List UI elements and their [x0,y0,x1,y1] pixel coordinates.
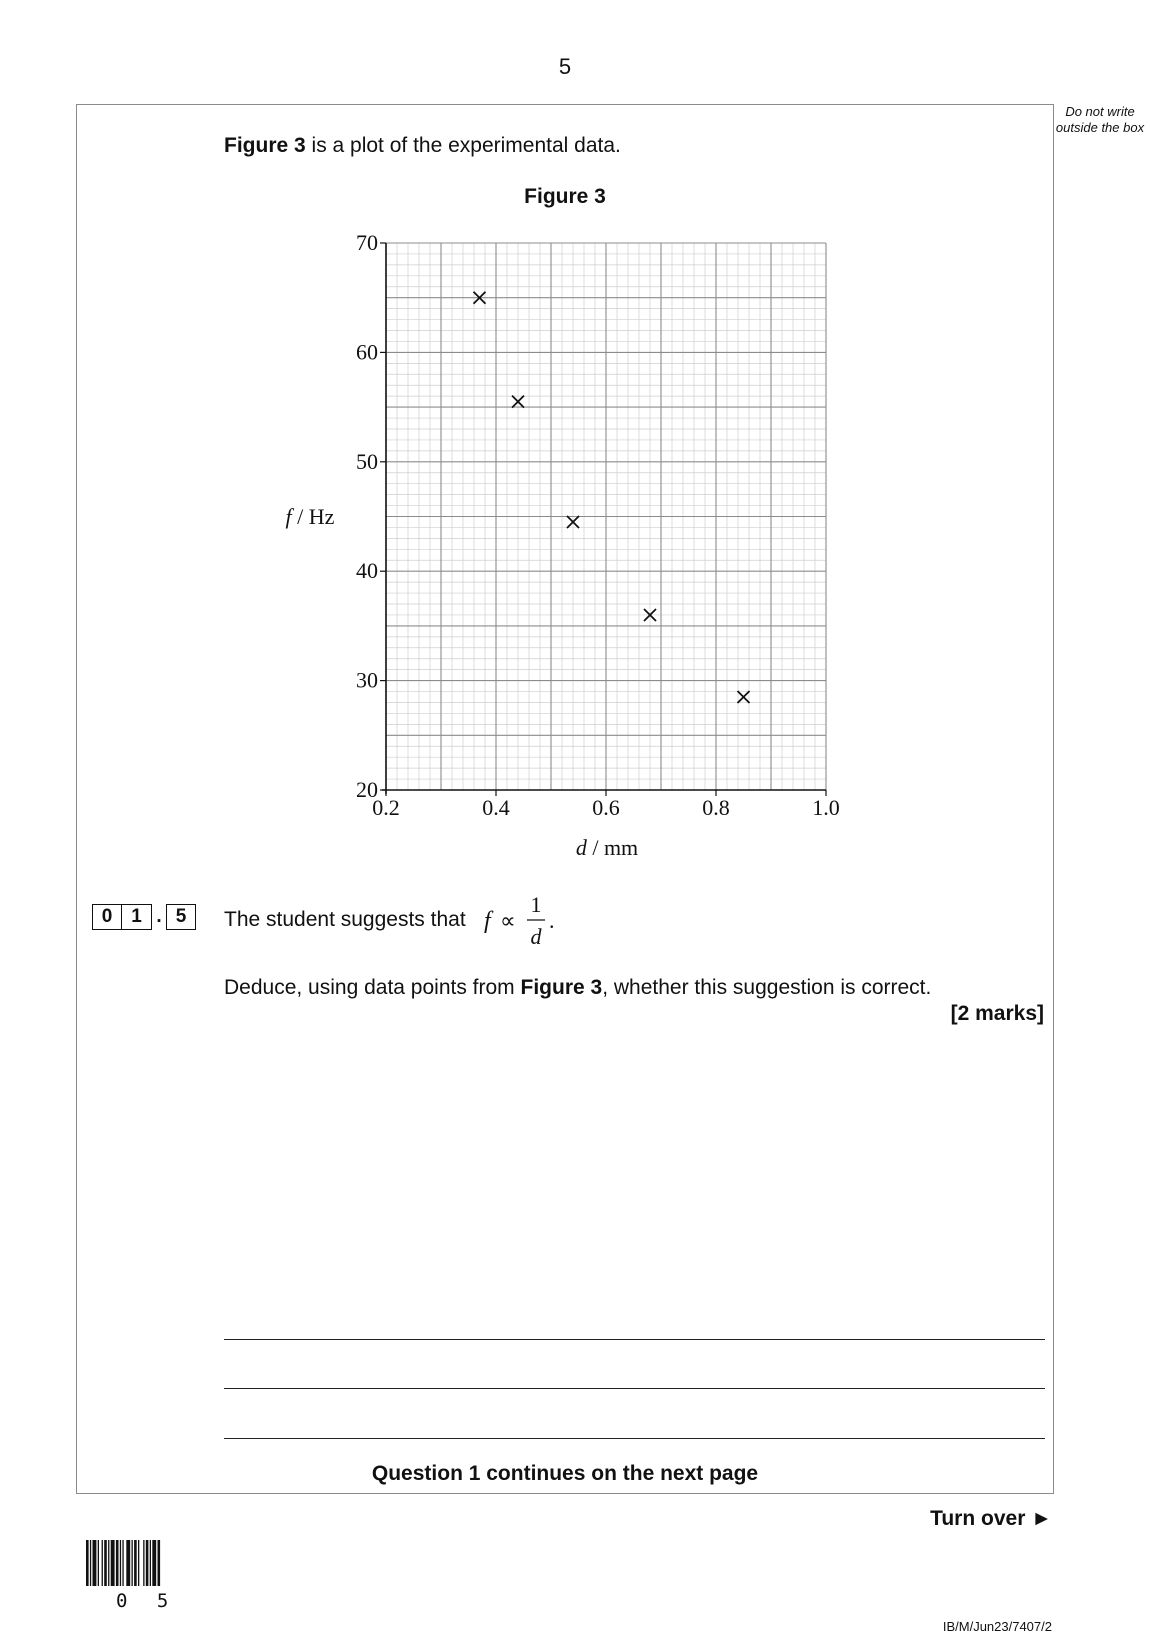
barcode-bar [132,1540,133,1586]
x-tick-label: 0.2 [372,795,400,820]
barcode-bar [122,1540,123,1586]
intro-figure-ref: Figure 3 [224,134,306,157]
deduce-before: Deduce, using data points from [224,976,521,999]
intro-rest: is a plot of the experimental data. [305,134,621,157]
x-tick-label: 0.4 [482,795,510,820]
deduce-after: , whether this suggestion is correct. [602,976,932,999]
y-axis-label [286,504,335,529]
axes [380,243,826,796]
question-statement: The student suggests that [224,908,466,931]
x-tick-label: 0.8 [702,795,730,820]
formula-denominator: d [530,924,542,949]
barcode-bar [126,1540,130,1586]
page-number: 5 [558,54,572,79]
x-tick-label: 1.0 [812,795,840,820]
formula-f: f [484,908,491,934]
y-tick-label: 60 [356,339,378,365]
barcode-bar [111,1540,115,1586]
question-separator: . [156,906,162,927]
question-part: 5 [166,904,196,930]
figure-title: Figure 3 [524,185,606,208]
proportionality-formula [480,890,560,950]
deduce-instruction [224,976,931,1000]
barcode-bar [102,1540,103,1586]
x-axis-label [576,835,638,860]
formula-proportional: ∝ [500,908,516,933]
barcode-digits: 0 5 [116,1590,178,1612]
y-tick-label: 40 [356,558,378,584]
y-axis-var: f [285,504,292,529]
deduce-figure-ref: Figure 3 [520,976,603,999]
y-tick-label: 50 [356,448,378,474]
question-digit: 0 [92,904,122,930]
barcode-bar [86,1540,89,1586]
answer-line[interactable] [224,1388,1045,1389]
barcode-bar [108,1540,109,1586]
barcode-bar [116,1540,119,1586]
barcode-bar [143,1540,144,1586]
barcode-bar [146,1540,149,1586]
barcode-bar [104,1540,107,1586]
barcode-bar [134,1540,137,1586]
marks-label: [2 marks] [950,1002,1044,1025]
y-tick-label: 70 [356,230,378,255]
margin-note: Do not write outside the box [1055,104,1145,135]
y-axis-unit: / Hz [291,504,335,529]
x-axis-unit: / mm [586,835,639,860]
tick-labels [356,230,840,820]
barcode-bar [138,1540,139,1586]
x-tick-label: 0.6 [592,795,620,820]
data-points [474,292,750,703]
barcode-bar [90,1540,91,1586]
data-point [738,691,750,703]
x-axis-var: d [575,835,587,860]
barcode-bar [93,1540,97,1586]
continues-note: Question 1 continues on the next page [371,1462,759,1485]
barcode-bar [150,1540,151,1586]
barcode-bar [98,1540,99,1586]
y-tick-label: 30 [356,667,378,693]
barcode-bar [120,1540,121,1586]
barcode-bar [152,1540,156,1586]
formula-numerator: 1 [530,892,542,917]
answer-line[interactable] [224,1438,1045,1439]
y-tick-label: 20 [356,777,378,802]
question-digit: 1 [122,904,152,930]
question-number-box [92,903,196,931]
paper-reference: IB/M/Jun23/7407/2 [942,1619,1052,1634]
answer-line[interactable] [224,1339,1045,1340]
turn-over-label: Turn over ► [930,1507,1052,1530]
barcode-icon [86,1540,192,1590]
formula-period: . [549,908,555,933]
barcode-bar [158,1540,161,1586]
